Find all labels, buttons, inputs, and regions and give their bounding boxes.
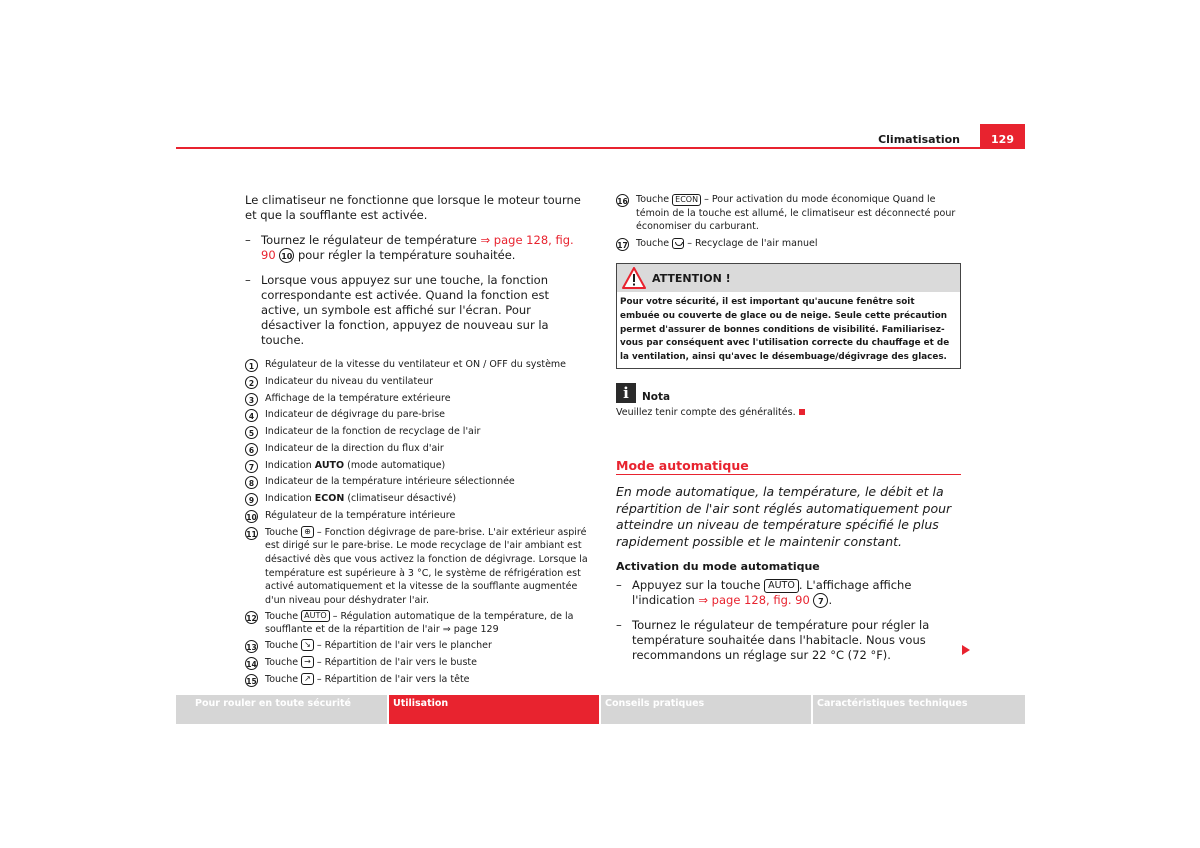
legend-item: 1 Régulateur de la vitesse du ventilateur et ON / OFF du système [245, 358, 590, 373]
legend-item: 5 Indicateur de la fonction de recyclage de l'air [245, 425, 590, 440]
page-number: 129 [980, 124, 1025, 148]
callout-number: 12 [245, 611, 258, 624]
continue-arrow-icon [962, 645, 970, 655]
section-title: Mode automatique [616, 458, 961, 475]
step-text: pour régler la température souhaitée. [297, 248, 516, 262]
legend-item: 9 Indication ECON (climatiseur désactivé) [245, 492, 590, 507]
attention-box [616, 263, 961, 369]
end-marker-icon [799, 409, 805, 415]
instruction-step: – Lorsque vous appuyez sur une touche, la fonction correspondante est activée. Quand la fonction est active, un symbole est affiché sur l'écran. Pour désactiver la fonction, appuyez de nouveau sur la touche. [245, 273, 590, 348]
auto-key-icon: AUTO [764, 579, 799, 593]
legend-item: 11 Touche ⊕ – Fonction dégivrage de pare-brise. L'air extérieur aspiré est dirigé sur le pare-brise. Le mode recyclage de l'air ambiant est désactivé dès que vous activez la fonction de dégivrage. Lorsque la température est supérieure à 3 °C, le système de réfrigération est activé automatiquement et la vitesse de la soufflante augmentée d'un niveau pour déshydrater l'air. [246, 526, 588, 606]
callout-number: 9 [245, 493, 258, 506]
intro-paragraph: Le climatiseur ne fonctionne que lorsque le moteur tourne et que la soufflante est activée. [245, 193, 581, 222]
info-icon: i [616, 383, 636, 403]
legend-item: 15 Touche ↗ – Répartition de l'air vers la tête [246, 673, 470, 686]
callout-number: 7 [245, 460, 258, 473]
auto-key-icon: AUTO [301, 610, 330, 622]
callout-number: 4 [245, 409, 258, 422]
head-airflow-key-icon: ↗ [301, 673, 314, 685]
defrost-key-icon: ⊕ [301, 526, 314, 538]
callout-number: 16 [616, 194, 629, 207]
callout-number: 15 [245, 674, 258, 687]
legend-item: 12 Touche AUTO – Régulation automatique de la température, de la soufflante et de la répartition de l'air ⇒ page 129 [246, 610, 574, 636]
attention-text: Pour votre sécurité, il est important qu'aucune fenêtre soit embuée ou couverte de glace ou de neige. Seule cette précaution permet d'assurer de bonnes conditions de visibilité. Familiarisez-vous par conséquent avec l'utilisation correcte du chauffage et de la ventilation, ainsi qu'avec le désembuage/dégivrage des glaces. [620, 297, 950, 362]
callout-number: 2 [245, 376, 258, 389]
callout-number: 10 [279, 248, 294, 263]
callout-number: 11 [245, 527, 258, 540]
legend-item: 13 Touche ↘ – Répartition de l'air vers le plancher [246, 639, 492, 652]
note-text: Veuillez tenir compte des généralités. [616, 406, 961, 420]
header-rule [176, 147, 1025, 149]
recirculation-key-icon [672, 238, 684, 249]
floor-airflow-key-icon: ↘ [301, 639, 314, 651]
attention-header [617, 264, 960, 292]
page-link[interactable]: ⇒ page 128, fig. 90 [261, 233, 574, 262]
legend-item: 16 Touche ECON – Pour activation du mode économique Quand le témoin de la touche est allumé, le climatiseur est déconnecté pour économiser du carburant. [617, 194, 956, 233]
legend-item: 10 Régulateur de la température intérieure [246, 510, 456, 523]
legend-list [245, 358, 590, 687]
footer-tab-securite[interactable]: Pour rouler en toute sécurité [176, 695, 387, 724]
instruction-step: – Tournez le régulateur de température pour régler la température souhaitée dans l'habitacle. Nous vous recommandons un réglage sur 22 °C (72 °F). [616, 618, 961, 663]
footer-tab-conseils[interactable]: Conseils pratiques [601, 695, 811, 724]
instruction-step: – Tournez le régulateur de température ⇒ page 128, fig. 90 10 pour régler la température souhaitée. [245, 233, 574, 262]
callout-number: 1 [245, 359, 258, 372]
instruction-step: – Appuyez sur la touche AUTO . L'affichage affiche l'indication ⇒ page 128, fig. 90 7 . [616, 578, 912, 608]
callout-number: 3 [245, 393, 258, 406]
chapter-title: Climatisation [878, 133, 960, 146]
callout-number: 13 [245, 640, 258, 653]
callout-number: 8 [245, 476, 258, 489]
footer-tab-utilisation[interactable]: Utilisation [389, 695, 599, 724]
left-column [245, 193, 590, 689]
callout-number: 6 [245, 443, 258, 456]
attention-title: ATTENTION ! [652, 271, 731, 285]
section-intro: En mode automatique, la température, le débit et la répartition de l'air sont réglés automatiquement pour atteindre un niveau de température spécifié le plus rapidement possible et le maintenir constant. [616, 484, 952, 549]
footer-tab-caracteristiques[interactable]: Caractéristiques techniques [813, 695, 1025, 724]
legend-item: 2 Indicateur du niveau du ventilateur [245, 375, 590, 390]
legend-item: 4 Indicateur de dégivrage du pare-brise [245, 408, 590, 423]
right-column [616, 193, 961, 663]
note-header [616, 383, 961, 403]
note-title: Nota [642, 391, 671, 404]
subheading: Activation du mode automatique [616, 560, 820, 574]
callout-number: 7 [813, 593, 828, 608]
legend-item: 14 Touche → – Répartition de l'air vers le buste [246, 656, 477, 669]
legend-item: 6 Indicateur de la direction du flux d'air [245, 442, 590, 457]
page-link[interactable]: ⇒ page 128, fig. 90 [698, 593, 810, 608]
callout-number: 10 [245, 510, 258, 523]
warning-icon [622, 267, 646, 289]
step-text: Lorsque vous appuyez sur une touche, la fonction correspondante est activée. Quand la fonction est active, un symbole est affiché sur l'écran. Pour désactiver la fonction, appuyez de nouveau sur la touche. [261, 273, 549, 347]
callout-number: 14 [245, 657, 258, 670]
callout-number: 17 [616, 238, 629, 251]
legend-item: 17 Touche – Recyclage de l'air manuel [617, 237, 818, 250]
step-text: Tournez le régulateur de température pour régler la température souhaitée dans l'habitacle. Nous vous recommandons un réglage sur 22 °C (72 °F). [632, 618, 930, 663]
step-text: Tournez le régulateur de température [261, 233, 477, 247]
footer-nav [176, 695, 1025, 724]
callout-number: 5 [245, 426, 258, 439]
legend-item: 8 Indicateur de la température intérieure sélectionnée [245, 475, 590, 490]
legend-item: 7 Indication AUTO (mode automatique) [245, 459, 590, 474]
chest-airflow-key-icon: → [301, 656, 314, 668]
econ-key-icon: ECON [672, 194, 701, 206]
legend-item: 3 Affichage de la température extérieure [245, 392, 590, 407]
